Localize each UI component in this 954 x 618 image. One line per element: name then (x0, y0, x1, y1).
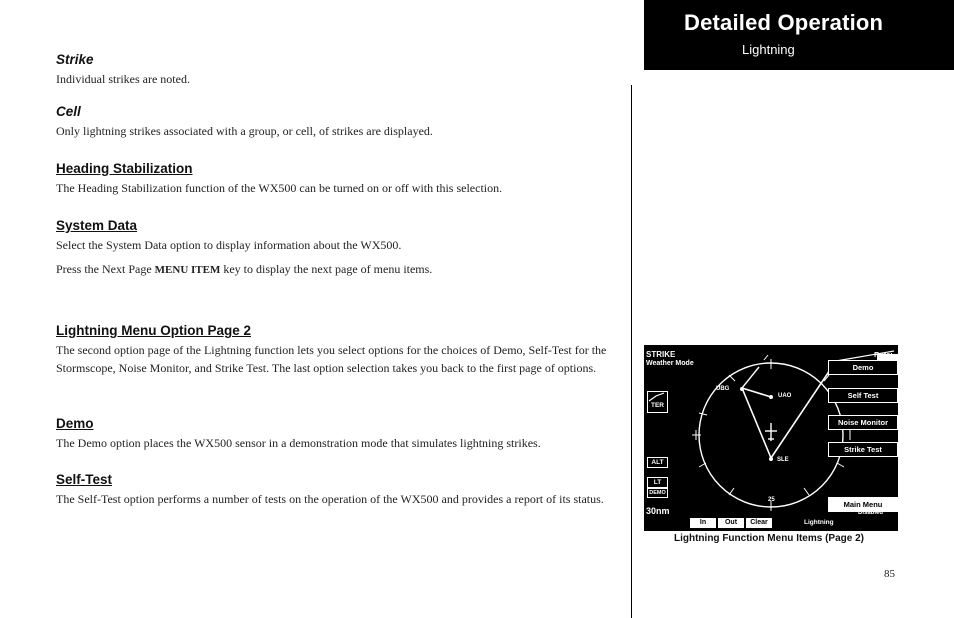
section-heading: System Data (56, 218, 138, 233)
section-demo (56, 416, 616, 452)
aircraft-icon (765, 423, 777, 441)
section-body: The Heading Stabilization function of the WX500 can be turned on or off with this selection. (56, 181, 503, 195)
section-body-next-page (56, 260, 616, 279)
section-self-test (56, 472, 616, 508)
figure-caption: Lightning Function Menu Items (Page 2) (674, 533, 864, 544)
soft-key-out[interactable]: Out (718, 518, 744, 528)
wx500-screen-figure (644, 345, 898, 531)
side-alt-button[interactable]: ALT (647, 457, 668, 468)
status-label: Disabled (858, 510, 884, 516)
mode-label: STRIKE (646, 350, 676, 359)
chapter-title: Detailed Operation (684, 10, 884, 35)
waypoint-label: UBG (716, 386, 730, 392)
side-ter-button[interactable] (647, 391, 668, 413)
section-heading: Self-Test (56, 472, 113, 487)
menu-item-key: MENU ITEM (154, 264, 221, 276)
section-heading: Cell (56, 104, 81, 119)
route-line (742, 388, 771, 458)
chapter-header (644, 0, 954, 70)
waypoint-label: SLE (777, 457, 789, 463)
section-heading: Lightning Menu Option Page 2 (56, 323, 251, 338)
section-body: The second option page of the Lightning function lets you select options for the choices of Demo, Self-Test for the Stormscope, Noise Monitor, and Strike Test. The last option selection takes you back to the first page of options. (56, 343, 607, 375)
chapter-subtitle: Lightning (742, 42, 795, 57)
section-heading-stabilization (56, 161, 616, 197)
waypoint-ubg-icon (740, 387, 744, 391)
section-body: Only lightning strikes associated with a group, or cell, of strikes are displayed. (56, 124, 433, 138)
page-number: 85 (884, 568, 895, 580)
vertical-divider (631, 85, 632, 618)
waypoint-label: UAO (778, 393, 792, 399)
soft-key-lightning[interactable]: Lightning (804, 519, 834, 526)
submode-label: Weather Mode (646, 360, 694, 367)
menu-demo-button[interactable]: Demo (828, 360, 898, 375)
terrain-icon (648, 392, 665, 402)
section-heading: Heading Stabilization (56, 161, 193, 176)
section-strike (56, 52, 616, 88)
menu-strike-test-button[interactable]: Strike Test (828, 442, 898, 457)
section-body: The Demo option places the WX500 sensor in a demonstration mode that simulates lightning strikes. (56, 436, 541, 450)
waypoint-sle-icon (769, 457, 773, 461)
section-heading: Demo (56, 416, 94, 431)
next-page-post: key to display the next page of menu items. (220, 262, 433, 276)
route-line (771, 361, 836, 458)
menu-main-menu-button[interactable]: Main Menu (828, 497, 898, 512)
range-ring-label: 25 (768, 497, 775, 503)
route-line (742, 388, 771, 397)
side-lt-button[interactable]: LT (647, 477, 668, 488)
range-label: 30nm (646, 506, 670, 516)
side-demo-button[interactable]: DEMO (647, 488, 668, 498)
next-page-pre: Press the Next Page (56, 262, 155, 276)
section-system-data (56, 218, 616, 279)
side-button-label: TER (651, 402, 664, 409)
route-line (742, 367, 759, 388)
rate-label: Rate: (874, 350, 893, 359)
section-body: Select the System Data option to display information about the WX500. (56, 238, 402, 252)
soft-key-clear[interactable]: Clear (746, 518, 772, 528)
menu-self-test-button[interactable]: Self Test (828, 388, 898, 403)
menu-noise-monitor-button[interactable]: Noise Monitor (828, 415, 898, 430)
section-heading: Strike (56, 52, 94, 67)
section-body: Individual strikes are noted. (56, 72, 190, 86)
section-body: The Self-Test option performs a number of tests on the operation of the WX500 and provides a report of its status. (56, 492, 604, 506)
soft-key-in[interactable]: In (690, 518, 716, 528)
section-cell (56, 104, 616, 140)
waypoint-uao-icon (769, 395, 773, 399)
section-menu-page-2 (56, 323, 616, 377)
